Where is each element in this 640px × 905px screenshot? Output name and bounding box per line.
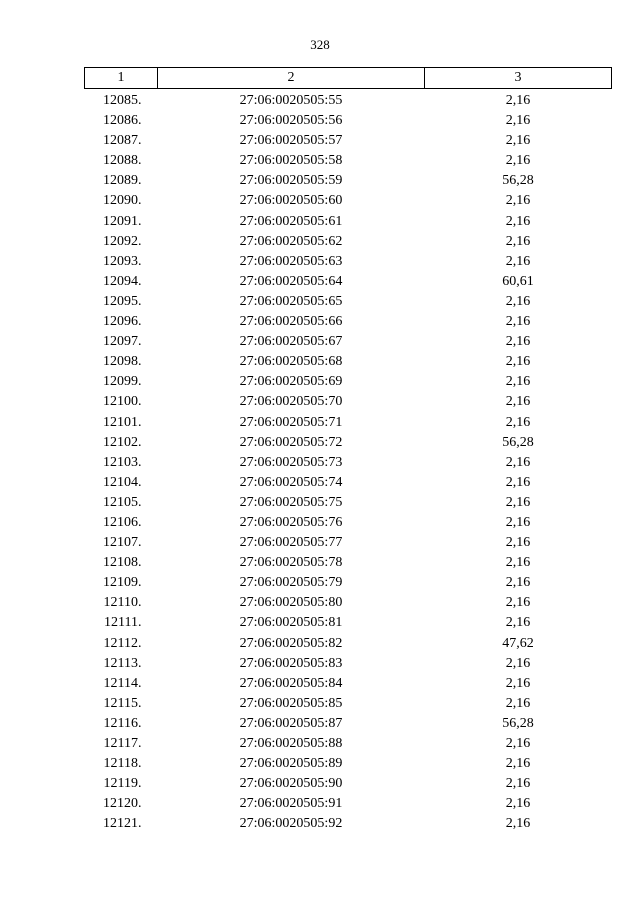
cadastral-number: 27:06:0020505:71 xyxy=(239,414,343,430)
table-row xyxy=(85,433,612,453)
row-number: 12114. xyxy=(103,675,142,691)
row-value: 2,16 xyxy=(505,334,531,350)
row-number: 12105. xyxy=(103,494,142,510)
row-value: 56,28 xyxy=(502,715,534,731)
cadastral-number: 27:06:0020505:55 xyxy=(239,93,343,108)
row-value: 2,16 xyxy=(505,93,531,108)
table-row xyxy=(85,674,612,694)
row-number: 12106. xyxy=(103,514,142,530)
row-number: 12095. xyxy=(103,293,142,309)
cadastral-number: 27:06:0020505:67 xyxy=(239,334,343,350)
row-number: 12088. xyxy=(103,153,142,169)
table-row xyxy=(85,232,612,252)
row-number: 12103. xyxy=(103,454,142,470)
table-row xyxy=(85,252,612,272)
table-row xyxy=(85,493,612,513)
cadastral-number: 27:06:0020505:74 xyxy=(239,474,343,490)
table-header xyxy=(85,68,612,89)
cadastral-number: 27:06:0020505:59 xyxy=(239,173,343,189)
row-value: 2,16 xyxy=(505,193,531,209)
row-value: 2,16 xyxy=(505,113,531,129)
cadastral-number: 27:06:0020505:64 xyxy=(239,273,343,289)
row-number: 12090. xyxy=(103,193,142,209)
row-value: 2,16 xyxy=(505,213,531,229)
row-value: 2,16 xyxy=(505,474,531,490)
table-row xyxy=(85,473,612,493)
row-number: 12121. xyxy=(103,816,142,832)
table-row xyxy=(85,312,612,332)
row-number: 12085. xyxy=(103,93,142,108)
row-value: 2,16 xyxy=(505,454,531,470)
cadastral-number: 27:06:0020505:91 xyxy=(239,796,343,812)
table-row xyxy=(85,714,612,734)
column-header-1: 1 xyxy=(85,68,158,89)
cadastral-number: 27:06:0020505:57 xyxy=(239,133,343,149)
row-value: 2,16 xyxy=(505,293,531,309)
cadastral-number: 27:06:0020505:76 xyxy=(239,514,343,530)
cadastral-number: 27:06:0020505:73 xyxy=(239,454,343,470)
row-value: 2,16 xyxy=(505,615,531,631)
column-header-2: 2 xyxy=(158,68,425,89)
cadastral-number: 27:06:0020505:88 xyxy=(239,736,343,751)
row-number: 12115. xyxy=(103,695,142,711)
row-number: 12109. xyxy=(103,575,142,591)
table-row xyxy=(85,794,612,814)
cadastral-number: 27:06:0020505:81 xyxy=(239,615,343,631)
table-row xyxy=(85,212,612,232)
cadastral-number: 27:06:0020505:80 xyxy=(239,595,343,611)
table-row xyxy=(85,453,612,473)
row-value: 2,16 xyxy=(505,253,531,269)
row-number: 12098. xyxy=(103,354,142,370)
table-row xyxy=(85,533,612,553)
row-number: 12111. xyxy=(104,615,142,631)
row-value: 2,16 xyxy=(505,153,531,169)
row-value: 2,16 xyxy=(505,555,531,571)
row-value: 2,16 xyxy=(505,354,531,370)
table-row xyxy=(85,372,612,392)
cadastral-number: 27:06:0020505:69 xyxy=(239,374,343,390)
cadastral-number: 27:06:0020505:72 xyxy=(239,434,343,450)
table-row xyxy=(85,131,612,151)
table-row xyxy=(85,191,612,211)
row-value: 2,16 xyxy=(505,133,531,149)
column-header-3: 3 xyxy=(425,68,612,89)
table-row xyxy=(85,352,612,372)
row-value: 2,16 xyxy=(505,394,531,410)
row-value: 2,16 xyxy=(505,575,531,591)
row-number: 12096. xyxy=(103,314,142,330)
table-row xyxy=(85,553,612,573)
row-number: 12094. xyxy=(103,273,142,289)
table-row xyxy=(85,654,612,674)
row-value: 2,16 xyxy=(505,494,531,510)
table-row xyxy=(85,413,612,433)
cadastral-number: 27:06:0020505:85 xyxy=(239,695,343,711)
row-value: 56,28 xyxy=(502,434,534,450)
table-row xyxy=(85,573,612,593)
table-row xyxy=(85,392,612,412)
cadastral-number: 27:06:0020505:84 xyxy=(239,675,343,691)
table-row xyxy=(85,513,612,533)
cadastral-number: 27:06:0020505:66 xyxy=(239,314,343,330)
row-value: 2,16 xyxy=(505,233,531,249)
row-value: 2,16 xyxy=(505,816,531,832)
cadastral-number: 27:06:0020505:75 xyxy=(239,494,343,510)
row-value: 47,62 xyxy=(502,635,534,651)
cadastral-number: 27:06:0020505:62 xyxy=(239,233,343,249)
row-value: 2,16 xyxy=(505,736,531,751)
table-row xyxy=(85,613,612,633)
row-value: 2,16 xyxy=(505,796,531,812)
cadastral-number: 27:06:0020505:77 xyxy=(239,535,343,551)
table-row xyxy=(85,774,612,794)
cadastral-number: 27:06:0020505:87 xyxy=(239,715,343,731)
cadastral-number: 27:06:0020505:70 xyxy=(239,394,343,410)
row-number: 12086. xyxy=(103,113,142,129)
row-number: 12089. xyxy=(103,173,142,189)
table-row xyxy=(85,272,612,292)
table-row xyxy=(85,151,612,171)
row-value: 2,16 xyxy=(505,655,531,671)
row-value: 2,16 xyxy=(505,314,531,330)
row-number: 12091. xyxy=(103,213,142,229)
row-number: 12092. xyxy=(103,233,142,249)
row-number: 12102. xyxy=(103,434,142,450)
row-number: 12112. xyxy=(103,635,142,651)
data-table xyxy=(84,67,612,834)
cadastral-number: 27:06:0020505:60 xyxy=(239,193,343,209)
table-row xyxy=(85,734,612,754)
row-value: 2,16 xyxy=(505,595,531,611)
cadastral-number: 27:06:0020505:58 xyxy=(239,153,343,169)
row-number: 12116. xyxy=(103,715,142,731)
table-body xyxy=(85,89,612,835)
table-row xyxy=(85,814,612,834)
cadastral-number: 27:06:0020505:63 xyxy=(239,253,343,269)
cadastral-number: 27:06:0020505:78 xyxy=(239,555,343,571)
row-value: 2,16 xyxy=(505,675,531,691)
row-number: 12113. xyxy=(103,655,142,671)
row-value: 2,16 xyxy=(505,535,531,551)
row-number: 12119. xyxy=(103,776,142,792)
data-table-container xyxy=(84,67,611,834)
row-number: 12118. xyxy=(103,756,142,772)
row-number: 12100. xyxy=(103,394,142,410)
table-row xyxy=(85,91,612,111)
table-row xyxy=(85,332,612,352)
table-row xyxy=(85,292,612,312)
table-row xyxy=(85,593,612,613)
table-row xyxy=(85,634,612,654)
row-number: 12099. xyxy=(103,374,142,390)
row-number: 12107. xyxy=(103,535,142,551)
cadastral-number: 27:06:0020505:79 xyxy=(239,575,343,591)
row-number: 12104. xyxy=(103,474,142,490)
cadastral-number: 27:06:0020505:56 xyxy=(239,113,343,129)
table-row xyxy=(85,694,612,714)
table-row xyxy=(85,111,612,131)
cadastral-number: 27:06:0020505:90 xyxy=(239,776,343,792)
row-number: 12117. xyxy=(103,736,142,751)
row-value: 2,16 xyxy=(505,374,531,390)
row-value: 2,16 xyxy=(505,776,531,792)
row-number: 12120. xyxy=(103,796,142,812)
cadastral-number: 27:06:0020505:89 xyxy=(239,756,343,772)
row-value: 2,16 xyxy=(505,414,531,430)
row-value: 2,16 xyxy=(505,756,531,772)
row-number: 12108. xyxy=(103,555,142,571)
row-number: 12087. xyxy=(103,133,142,149)
row-value: 2,16 xyxy=(505,695,531,711)
row-number: 12101. xyxy=(103,414,142,430)
header-row xyxy=(85,68,612,89)
cadastral-number: 27:06:0020505:68 xyxy=(239,354,343,370)
cadastral-number: 27:06:0020505:92 xyxy=(239,816,343,832)
row-value: 60,61 xyxy=(502,273,534,289)
cadastral-number: 27:06:0020505:61 xyxy=(239,213,343,229)
row-value: 56,28 xyxy=(502,173,534,189)
table-row xyxy=(85,754,612,774)
cadastral-number: 27:06:0020505:83 xyxy=(239,655,343,671)
row-number: 12093. xyxy=(103,253,142,269)
cadastral-number: 27:06:0020505:82 xyxy=(239,635,343,651)
page-number: 328 xyxy=(310,37,330,52)
table-row xyxy=(85,171,612,191)
row-number: 12110. xyxy=(103,595,142,611)
row-number: 12097. xyxy=(103,334,142,350)
cadastral-number: 27:06:0020505:65 xyxy=(239,293,343,309)
row-value: 2,16 xyxy=(505,514,531,530)
